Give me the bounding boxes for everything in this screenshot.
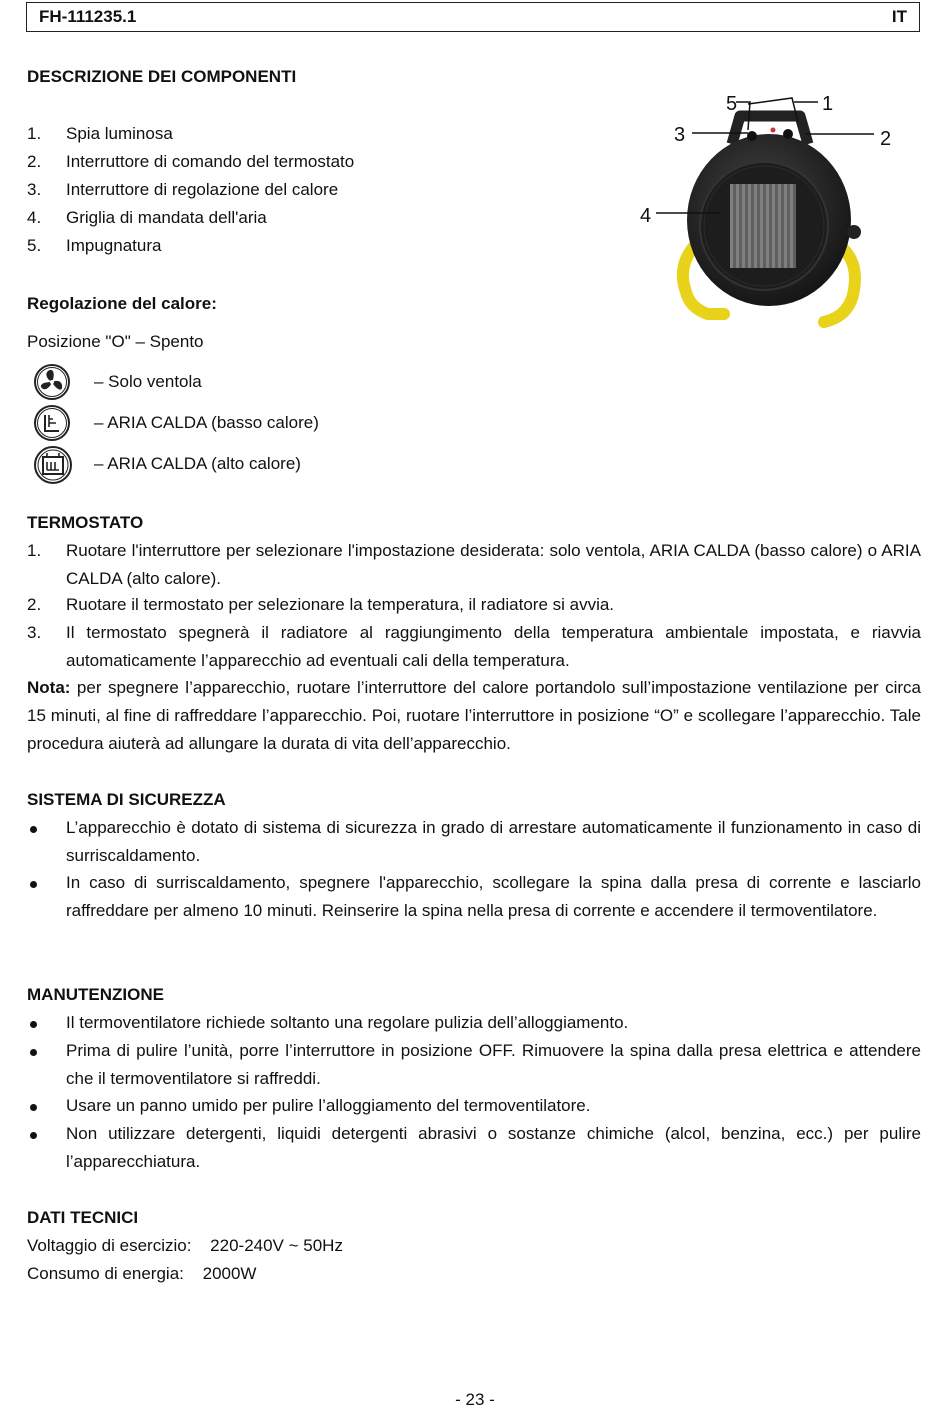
callout-3: 3 <box>674 124 686 146</box>
off-position: Posizione "O" – Spento <box>27 332 204 351</box>
heating-element <box>730 184 796 268</box>
thermostat-title: TERMOSTATO <box>27 513 144 532</box>
maintenance-item: Non utilizzare detergenti, liquidi detergenti abrasivi o sostanze chimiche (alcol, benzina, ecc.) per pulire l’apparecchiatura. <box>27 1120 921 1176</box>
high-heat-icon <box>32 444 74 486</box>
maintenance-item: Prima di pulire l’unità, porre l’interruttore in posizione OFF. Rimuovere la spina dalla presa elettrica e attendere che il termoventilatore si raffreddi. <box>27 1037 921 1093</box>
voltage-row <box>27 1232 343 1260</box>
maintenance-item: Il termoventilatore richiede soltanto una regolare pulizia dell’alloggiamento. <box>27 1009 921 1037</box>
note-text: per spegnere l’apparecchio, ruotare l’interruttore del calore portandolo sull’impostazione ventilazione per circa 15 minuti, al fine di raffreddare l’apparecchio. Poi, ruotare l’interruttore in posizione “O” e scollegare l’apparecchio. Tale procedura aiuterà ad allungare la durata di vita dell’apparecchio. <box>27 678 921 753</box>
fan-icon <box>32 362 72 402</box>
callout-1: 1 <box>822 93 834 115</box>
thermostat-note <box>27 674 921 758</box>
power-value: 2000W <box>202 1264 257 1283</box>
safety-title: SISTEMA DI SICUREZZA <box>27 790 226 809</box>
note-label: Nota: <box>27 678 71 697</box>
power-row <box>27 1260 256 1288</box>
bullet-dot <box>30 1132 37 1139</box>
safety-item: In caso di surriscaldamento, spegnere l'apparecchio, scollegare la spina dalla presa di corrente e lasciarlo raffreddare per almeno 10 minuti. Reinserire la spina nella presa di corrente e accendere il termoventilatore. <box>27 869 921 925</box>
power-label: Consumo di energia: <box>27 1264 184 1283</box>
thermostat-knob <box>747 131 757 141</box>
document-code: FH-111235.1 <box>39 7 137 26</box>
callout-4: 4 <box>640 205 652 227</box>
voltage-label: Voltaggio di esercizio: <box>27 1236 192 1255</box>
bullet-dot <box>30 1104 37 1111</box>
indicator-light <box>771 128 776 133</box>
bullet-dot <box>30 826 37 833</box>
components-title: DESCRIZIONE DEI COMPONENTI <box>27 67 297 86</box>
heat-knob <box>783 129 793 139</box>
callout-5: 5 <box>726 93 738 115</box>
page-number: - 23 - <box>455 1390 495 1409</box>
thermostat-step: 3. Il termostato spegnerà il radiatore al raggiungimento della temperatura ambientale impostata, e riavvia automaticamente l’apparecchio ad eventuali cali della temperatura. <box>27 623 921 670</box>
safety-item: L’apparecchio è dotato di sistema di sicurezza in grado di arrestare automaticamente il funzionamento in caso di surriscaldamento. <box>27 814 921 870</box>
bullet-dot <box>30 1049 37 1056</box>
maintenance-title: MANUTENZIONE <box>27 985 164 1004</box>
low-heat-icon <box>32 403 72 443</box>
bullet-dot <box>30 881 37 888</box>
heat-regulation-title: Regolazione del calore: <box>27 294 217 313</box>
language-code: IT <box>891 7 907 26</box>
voltage-value: 220-240V ~ 50Hz <box>210 1236 343 1255</box>
heater-diagram <box>628 82 908 344</box>
specs-title: DATI TECNICI <box>27 1208 139 1227</box>
maintenance-item: Usare un panno umido per pulire l’alloggiamento del termoventilatore. <box>27 1092 921 1120</box>
thermostat-step: 2. Ruotare il termostato per selezionare la temperatura, il radiatore si avvia. <box>27 595 615 614</box>
bullet-dot <box>30 1021 37 1028</box>
page-header <box>26 2 920 32</box>
callout-2: 2 <box>880 128 892 150</box>
thermostat-step: 1. Ruotare l'interruttore per selezionare l'impostazione desiderata: solo ventola, ARIA CALDA (basso calore) o ARIA CALDA (alto calore). <box>27 541 921 588</box>
